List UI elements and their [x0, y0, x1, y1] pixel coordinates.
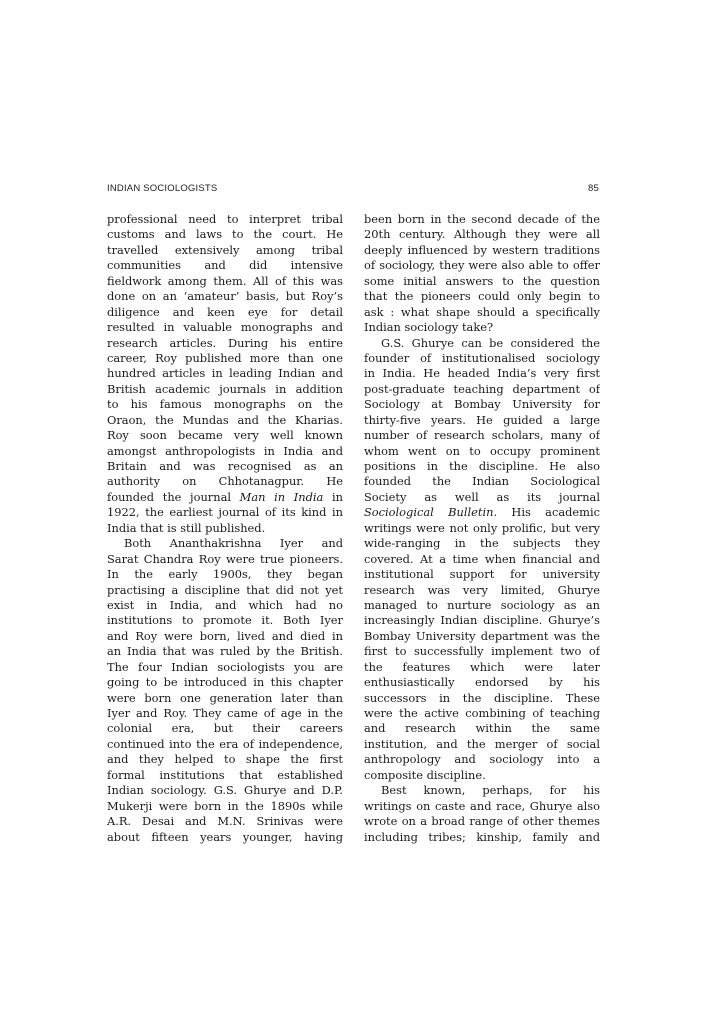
text-line: research articles. During his entire — [107, 335, 343, 350]
text-line: that the pioneers could only begin to — [364, 289, 600, 304]
running-title: INDIAN SOCIOLOGISTS — [107, 183, 218, 194]
text-line: diligence and keen eye for detail — [107, 304, 343, 319]
text-line: exist in India, and which had no — [107, 597, 343, 612]
text-line: and Roy were born, lived and died in — [107, 628, 343, 643]
left-text-column — [107, 212, 343, 845]
text-line: increasingly Indian discipline. Ghurye’s — [364, 613, 600, 628]
text-line: to his famous monographs on the — [107, 397, 343, 412]
text-line: composite discipline. — [364, 767, 486, 782]
text-line: British academic journals in addition — [107, 381, 343, 396]
text-line: enthusiastically endorsed by his — [364, 675, 600, 690]
text-line: In the early 1900s, they began — [107, 567, 343, 582]
text-line: institution, and the merger of social — [364, 736, 600, 751]
text-line: and they helped to shape the first — [107, 752, 343, 767]
text-line: India that is still published. — [107, 520, 266, 535]
text-line: travelled extensively among tribal — [107, 242, 343, 257]
text-line — [107, 490, 343, 505]
text-line: Mukerji were born in the 1890s while — [107, 798, 343, 813]
text-line: Bombay University department was the — [364, 628, 600, 643]
text-line: colonial era, but their careers — [107, 721, 343, 736]
text-line: and research within the same — [364, 721, 600, 736]
text-line: Britain and was recognised as an — [107, 459, 343, 473]
text-line: wide-ranging in the subjects they — [364, 536, 600, 551]
text-line: resulted in valuable monographs and — [107, 320, 343, 335]
text-line: hundred articles in leading Indian and — [107, 366, 343, 381]
text-line: Oraon, the Mundas and the Kharias. — [107, 412, 343, 427]
text-line: institutional support for university — [364, 567, 600, 582]
text-line: covered. At a time when financial and — [364, 551, 600, 566]
text-line: wrote on a broad range of other themes — [364, 814, 600, 829]
italic-title: Sociological Bulletin — [364, 505, 494, 520]
text-line: number of research scholars, many of — [364, 428, 600, 443]
text-line: writings were not only prolific, but very — [364, 520, 600, 535]
text-line: managed to nurture sociology as an — [364, 597, 600, 612]
text-line: thirty-five years. He guided a large — [364, 412, 600, 427]
text-line: Indian sociology take? — [364, 320, 494, 335]
text-line: A.R. Desai and M.N. Srinivas were — [107, 814, 343, 829]
text-line: Both Ananthakrishna Iyer and — [124, 536, 343, 551]
text-line: whom went on to occupy prominent — [364, 443, 600, 458]
italic-title: Man in India — [239, 489, 324, 504]
text-line: an India that was ruled by the British. — [107, 644, 343, 659]
text-line: been born in the second decade of the — [364, 212, 600, 226]
text-line: 20th century. Although they were all — [364, 227, 600, 242]
text-line: formal institutions that established — [107, 767, 343, 782]
text-segment: founded the journal — [107, 489, 240, 504]
text-line: positions in the discipline. He also — [364, 459, 600, 473]
text-line: Roy soon became very well known — [107, 428, 343, 443]
text-line: institutions to promote it. Both Iyer — [107, 613, 343, 628]
text-line: about fifteen years younger, having — [107, 829, 343, 844]
text-line: were born one generation later than — [107, 690, 343, 705]
text-line: fieldwork among them. All of this was — [107, 273, 343, 288]
text-line: ask : what shape should a specifically — [364, 304, 600, 319]
text-line: G.S. Ghurye can be considered the — [381, 335, 600, 350]
text-line — [364, 505, 600, 520]
page-header — [107, 183, 599, 197]
text-line: in India. He headed India’s very first — [364, 366, 600, 381]
text-line: research was very limited, Ghurye — [364, 582, 600, 597]
text-line: successors in the discipline. These — [364, 690, 600, 705]
text-line: amongst anthropologists in India and — [107, 443, 343, 458]
text-segment: in — [323, 489, 343, 504]
text-line: first to successfully implement two of — [364, 644, 600, 659]
text-line: Society as well as its journal — [364, 489, 600, 504]
text-line: founder of institutionalised sociology — [364, 350, 600, 365]
text-line: deeply influenced by western traditions — [364, 242, 600, 257]
text-line: Indian sociology. G.S. Ghurye and D.P. — [107, 783, 343, 798]
text-line: writings on caste and race, Ghurye also — [364, 798, 600, 813]
text-line: of sociology, they were also able to offer — [364, 258, 600, 273]
text-line: going to be introduced in this chapter — [107, 675, 343, 690]
text-line: continued into the era of independence, — [107, 736, 343, 751]
text-line: including tribes; kinship, family and — [364, 829, 600, 844]
text-line: customs and laws to the court. He — [107, 227, 343, 242]
text-line: were the active combining of teaching — [364, 706, 600, 720]
text-line: some initial answers to the question — [364, 273, 600, 288]
text-line: anthropology and sociology into a — [364, 752, 600, 767]
text-line: founded the Indian Sociological — [364, 474, 600, 489]
text-line: post-graduate teaching department of — [364, 381, 600, 396]
text-line: practising a discipline that did not yet — [107, 582, 343, 597]
text-line: 1922, the earliest journal of its kind in — [107, 505, 343, 520]
text-line: career, Roy published more than one — [107, 350, 343, 365]
text-line: communities and did intensive — [107, 258, 343, 273]
text-line: done on an ‘amateur’ basis, but Roy’s — [107, 289, 343, 304]
text-line: authority on Chhotanagpur. He — [107, 474, 343, 489]
text-segment: . His academic — [493, 505, 600, 520]
text-line: Sarat Chandra Roy were true pioneers. — [107, 551, 343, 566]
text-line: Sociology at Bombay University for — [364, 397, 600, 412]
text-line: Best known, perhaps, for his — [381, 783, 600, 798]
text-line: professional need to interpret tribal — [107, 212, 343, 226]
page-number: 85 — [588, 183, 599, 194]
text-line: Iyer and Roy. They came of age in the — [107, 706, 343, 720]
right-text-column — [364, 212, 600, 845]
text-line: The four Indian sociologists you are — [107, 659, 343, 674]
text-line: the features which were later — [364, 659, 600, 674]
